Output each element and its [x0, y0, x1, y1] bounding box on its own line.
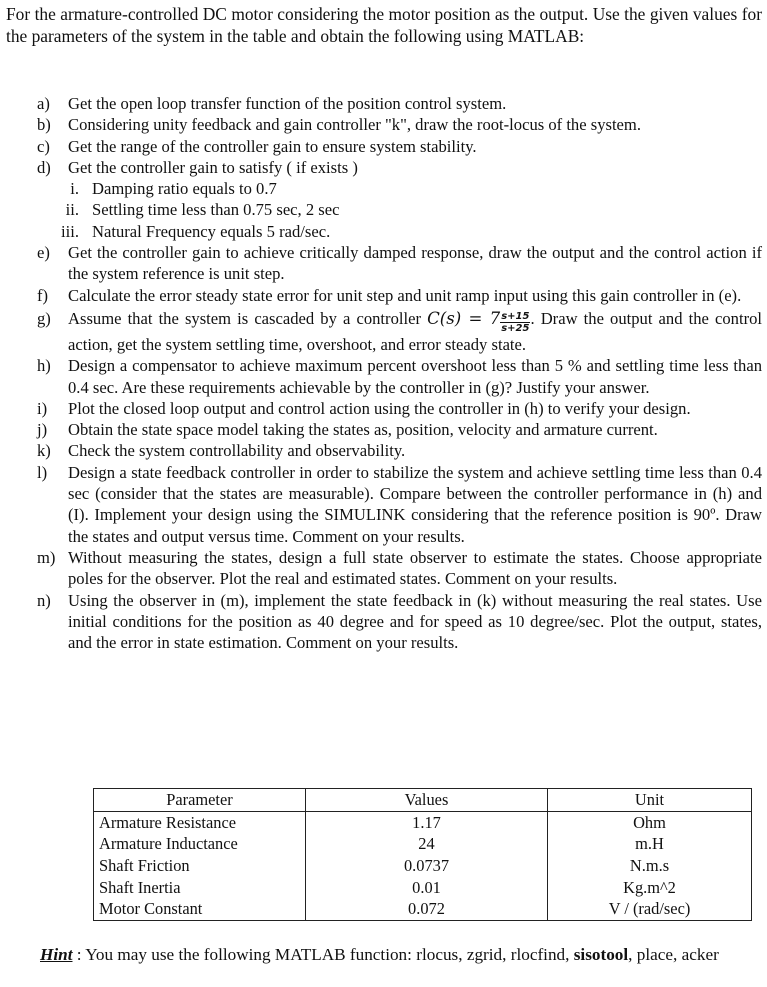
- item-text: Calculate the error steady state error for unit step and unit ramp input using this gain controller in (e).: [68, 285, 742, 305]
- table-header-row: [94, 789, 752, 812]
- item-text: [68, 308, 762, 355]
- item-label: k): [37, 441, 51, 461]
- item-label: g): [37, 308, 51, 328]
- table-cell: Ohm: [548, 811, 752, 833]
- item-label: n): [37, 590, 51, 610]
- table-cell: 0.0737: [306, 855, 548, 877]
- list-item: [37, 136, 762, 157]
- item-label: m): [37, 547, 56, 567]
- table-cell: Shaft Inertia: [94, 876, 306, 898]
- item-label: f): [37, 285, 49, 305]
- problem-intro: For the armature-controlled DC motor considering the motor position as the output. Use the given values for the parameters of the system in the table and obtain the following using MATLAB:: [6, 4, 762, 46]
- table-cell: Kg.m^2: [548, 876, 752, 898]
- table-cell: Motor Constant: [94, 898, 306, 920]
- sub-item-text: Natural Frequency equals 5 rad/sec.: [92, 221, 331, 241]
- item-text: Get the open loop transfer function of the position control system.: [68, 94, 507, 113]
- item-text: Check the system controllability and observability.: [68, 441, 406, 461]
- sub-list-item: [37, 178, 762, 199]
- fraction-denominator: s+25: [501, 322, 530, 334]
- item-text-part: . Draw the output and the control action, get the system settling time, overshoot, and error steady state.: [68, 308, 762, 354]
- table-cell: 1.17: [306, 811, 548, 833]
- table-row: [94, 855, 752, 877]
- sub-list-item: [37, 199, 762, 220]
- table-header-cell: Parameter: [94, 789, 306, 812]
- list-item: [37, 462, 762, 547]
- sub-item-text: Damping ratio equals to 0.7: [92, 179, 277, 199]
- parameters-table: [93, 788, 752, 921]
- item-label: j): [37, 420, 48, 440]
- list-item: [37, 398, 762, 419]
- table-cell: m.H: [548, 833, 752, 855]
- table-row: [94, 876, 752, 898]
- table-cell: Armature Resistance: [94, 811, 306, 833]
- list-item: [37, 93, 762, 114]
- item-text: Design a compensator to achieve maximum percent overshoot less than 5 % and settling time less than 0.4 sec. Are these requirements achievable by the controller in (g)? Justify your answer.: [68, 356, 762, 397]
- sub-item-label: ii.: [65, 200, 79, 220]
- list-item: [37, 157, 762, 178]
- item-label: h): [37, 356, 51, 376]
- table-header-cell: Values: [306, 789, 548, 812]
- sub-item-label: i.: [70, 179, 79, 199]
- table-header-cell: Unit: [548, 789, 752, 812]
- table-cell: 0.01: [306, 876, 548, 898]
- sub-list-item: [37, 221, 762, 242]
- item-text: Get the range of the controller gain to ensure system stability.: [68, 136, 477, 156]
- item-label: c): [37, 136, 50, 156]
- hint-label: Hint: [40, 945, 73, 964]
- table-cell: 24: [306, 833, 548, 855]
- list-item: [37, 547, 762, 590]
- table-cell: Armature Inductance: [94, 833, 306, 855]
- list-item: [37, 242, 762, 285]
- list-item: [37, 590, 762, 654]
- table-cell: V / (rad/sec): [548, 898, 752, 920]
- hint-text: : You may use the following MATLAB function: rlocus, zgrid, rlocfind,: [72, 945, 574, 964]
- item-label: d): [37, 157, 51, 177]
- item-text: Get the controller gain to satisfy ( if exists ): [68, 157, 358, 177]
- item-text: Without measuring the states, design a full state observer to estimate the states. Choose appropriate poles for the observer. Plot the real and estimated states. Comment on your results.: [68, 547, 762, 589]
- list-item: [37, 308, 762, 355]
- table-cell: N.m.s: [548, 855, 752, 877]
- list-item: [37, 419, 762, 440]
- sub-item-text: Settling time less than 0.75 sec, 2 sec: [92, 200, 340, 220]
- item-label: i): [37, 398, 48, 418]
- item-text: Get the controller gain to achieve critically damped response, draw the output and the control action if the system reference is unit step.: [68, 243, 762, 284]
- list-item: [37, 285, 762, 306]
- table-cell: 0.072: [306, 898, 548, 920]
- table-row: [94, 811, 752, 833]
- list-item: [37, 440, 762, 461]
- hint-note: [40, 944, 762, 966]
- hint-bold-function: sisotool: [573, 945, 629, 964]
- item-label: b): [37, 115, 51, 135]
- item-label: a): [37, 94, 50, 113]
- item-text: Design a state feedback controller in order to stabilize the system and achieve settling time less than 0.4 sec (consider that the states are measurable). Compare between the controller performance in (h) and (I). Implement your design using the SIMULINK considering that the reference position is 90º. Draw the states and output versus time. Comment on your results.: [68, 462, 762, 546]
- list-item: [37, 355, 762, 398]
- item-text-part: Assume that the system is cascaded by a controller: [68, 308, 428, 328]
- item-label: l): [37, 462, 48, 482]
- table-row: [94, 898, 752, 920]
- item-text: Using the observer in (m), implement the state feedback in (k) without measuring the real states. Use initial conditions for the position as 40 degree and for speed as 10 degree/sec. Plot the output, states, and the error in state estimation. Comment on your results.: [68, 590, 762, 653]
- list-item: [37, 114, 762, 135]
- item-text: Obtain the state space model taking the states as, position, velocity and armature current.: [68, 420, 658, 440]
- task-list: [37, 93, 762, 653]
- item-text: Plot the closed loop output and control action using the controller in (h) to verify your design.: [68, 398, 691, 418]
- sub-item-label: iii.: [61, 221, 79, 241]
- hint-text-after: , place, acker: [628, 945, 719, 964]
- table-row: [94, 833, 752, 855]
- item-label: e): [37, 243, 50, 263]
- controller-fraction: [500, 311, 530, 334]
- item-text: Considering unity feedback and gain controller "k", draw the root-locus of the system.: [68, 115, 641, 135]
- controller-formula: C(s) = 7: [427, 308, 501, 328]
- fraction-numerator: s+15: [501, 310, 530, 322]
- table-cell: Shaft Friction: [94, 855, 306, 877]
